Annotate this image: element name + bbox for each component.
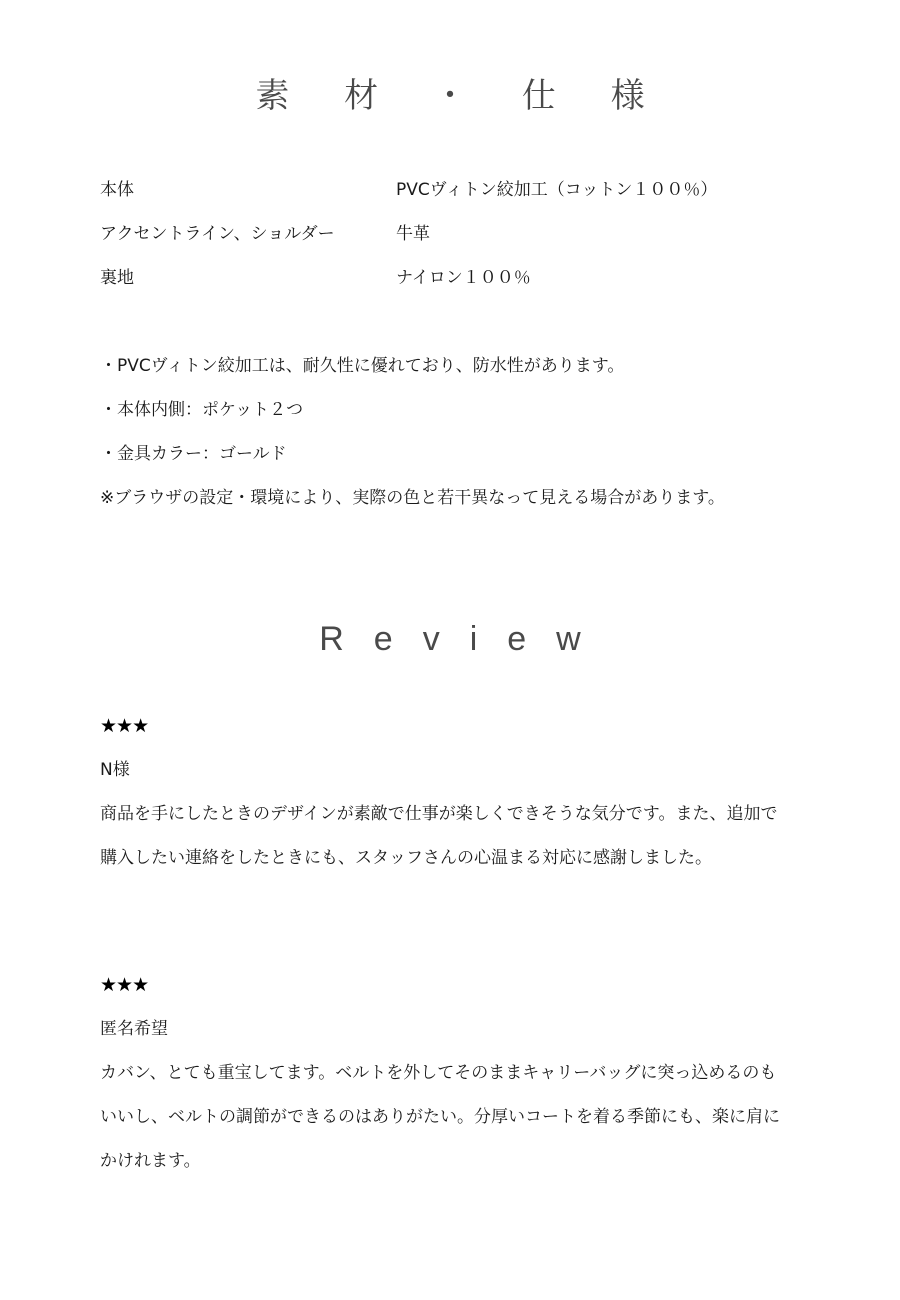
spec-value: ナイロン１００％ [396, 268, 531, 288]
spec-label: 本体 [100, 180, 134, 200]
spec-label: 裏地 [100, 268, 134, 288]
spec-value: 牛革 [396, 224, 430, 244]
spec-table [100, 172, 820, 304]
review-heading: Review [319, 620, 611, 658]
spec-label: アクセントライン、ショルダー [100, 224, 335, 244]
review-item [100, 967, 800, 1183]
review-text: 商品を手にしたときのデザインが素敵で仕事が楽しくできそうな気分です。また、追加で購入したい連絡をしたときにも、スタッフさんの心温まる対応に感謝しました。 [100, 804, 778, 868]
notes-list [100, 348, 820, 524]
star-rating-icon: ★★★ [100, 974, 149, 996]
note-item: ・本体内側：ポケット２つ [100, 400, 304, 420]
materials-heading: 素 材 ・ 仕 様 [255, 76, 667, 116]
review-item [100, 708, 800, 880]
reviewer-name: 匿名希望 [100, 1019, 168, 1039]
note-disclaimer: ※ブラウザの設定・環境により、実際の色と若干異なって見える場合があります。 [100, 488, 725, 508]
star-rating-icon: ★★★ [100, 715, 149, 737]
note-item: ・金具カラー：ゴールド [100, 444, 287, 464]
reviewer-name: N様 [100, 760, 130, 780]
spec-row-body [100, 172, 820, 216]
spec-row-accent-line [100, 216, 820, 260]
spec-row-lining [100, 260, 820, 304]
review-text: カバン、とても重宝してます。ベルトを外してそのままキャリーバッグに突っ込めるのもいいし、ベルトの調節ができるのはありがたい。分厚いコートを着る季節にも、楽に肩にかけれます。 [100, 1063, 780, 1171]
note-item: ・PVCヴィトン絞加工は、耐久性に優れており、防水性があります。 [100, 356, 625, 376]
spec-value: PVCヴィトン絞加工（コットン１００％） [396, 180, 718, 200]
